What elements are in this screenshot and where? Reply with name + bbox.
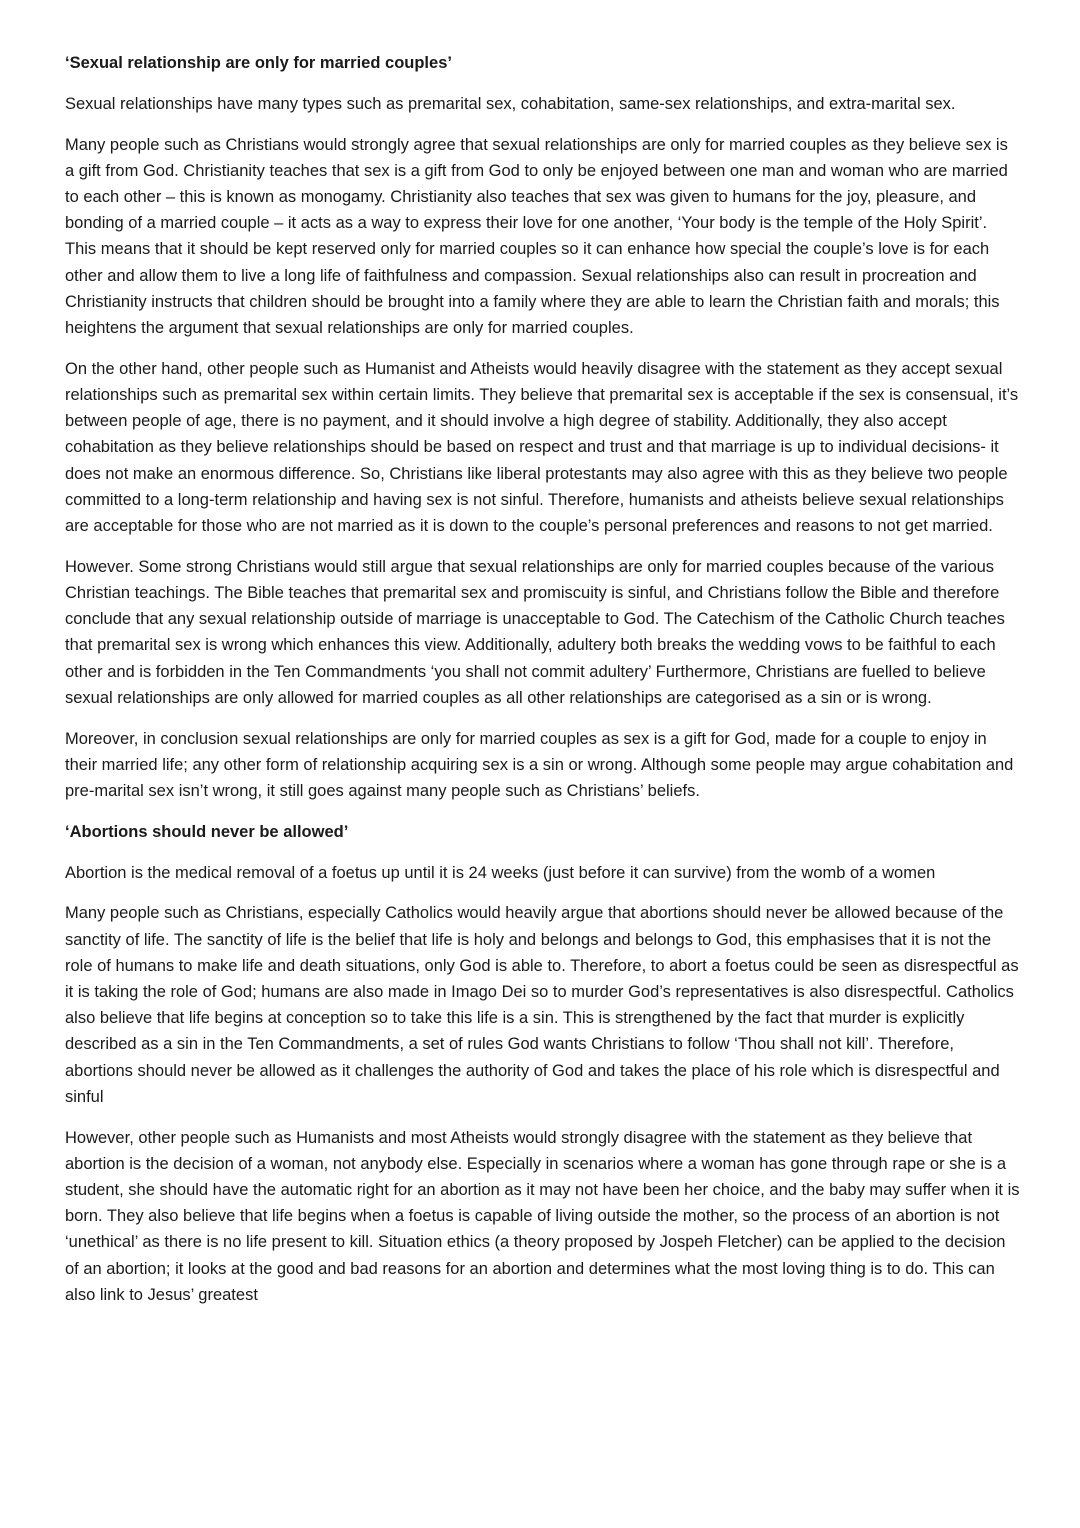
paragraph: Abortion is the medical removal of a foetus up until it is 24 weeks (just before it can survive) from the womb of a women xyxy=(65,863,936,882)
paragraph: Many people such as Christians would strongly agree that sexual relationships are only for married couples as they believe sex is a gift from God. Christianity teaches that sex is a gift from God to only be enjoyed between one man and woman who are married to each other – this is known as monogamy. Christianity also teaches that sex was given to humans for the joy, pleasure, and bonding of a married couple – it acts as a way to express their love for one another, ‘Your body is the temple of the Holy Spirit’. This means that it should be kept reserved only for married couples so it can enhance how special the couple’s love is for each other and allow them to live a long life of faithfulness and compassion. Sexual relationships also can result in procreation and Christianity instructs that children should be brought into a family where they are able to learn the Christian faith and morals; this heightens the argument that sexual relationships are only for married couples. xyxy=(65,135,1008,338)
paragraph: Moreover, in conclusion sexual relationships are only for married couples as sex is a gift for God, made for a couple to enjoy in their married life; any other form of relationship acquiring sex is a sin or wrong. Although some people may argue cohabitation and pre-marital sex isn’t wrong, it still goes against many people such as Christians’ beliefs. xyxy=(65,729,1014,801)
paragraph: However. Some strong Christians would still argue that sexual relationships are only for married couples because of the various Christian teachings. The Bible teaches that premarital sex and promiscuity is sinful, and Christians follow the Bible and therefore conclude that any sexual relationship outside of marriage is unacceptable to God. The Catechism of the Catholic Church teaches that premarital sex is wrong which enhances this view. Additionally, adultery both breaks the wedding vows to be faithful to each other and is forbidden in the Ten Commandments ‘you shall not commit adultery’ Furthermore, Christians are fuelled to believe sexual relationships are only allowed for married couples as all other relationships are categorised as a sin or is wrong. xyxy=(65,557,1005,707)
paragraph: Sexual relationships have many types such as premarital sex, cohabitation, same-sex relationships, and extra-marital sex. xyxy=(65,94,956,113)
section-heading-sexual-relationships: ‘Sexual relationship are only for married couples’ xyxy=(65,54,452,72)
paragraph: However, other people such as Humanists and most Atheists would strongly disagree with the statement as they believe that abortion is the decision of a woman, not anybody else. Especially in scenarios where a woman has gone through rape or she is a student, she should have the automatic right for an abortion as it may not have been her choice, and the baby may suffer when it is born. They also believe that life begins when a foetus is capable of living outside the mother, so the process of an abortion is not ‘unethical’ as there is no life present to kill. Situation ethics (a theory proposed by Jospeh Fletcher) can be applied to the decision of an abortion; it looks at the good and bad reasons for an abortion and determines what the most loving thing is to do. This can also link to Jesus’ greatest xyxy=(65,1128,1020,1304)
paragraph: Many people such as Christians, especially Catholics would heavily argue that abortions should never be allowed because of the sanctity of life. The sanctity of life is the belief that life is holy and belongs and belongs to God, this emphasises that it is not the role of humans to make life and death situations, only God is able to. Therefore, to abort a foetus could be seen as disrespectful as it is taking the role of God; humans are also made in Imago Dei so to murder God’s representatives is also disrespectful. Catholics also believe that life begins at conception so to take this life is a sin. This is strengthened by the fact that murder is explicitly described as a sin in the Ten Commandments, a set of rules God wants Christians to follow ‘Thou shall not kill’. Therefore, abortions should never be allowed as it challenges the authority of God and takes the place of his role which is disrespectful and sinful xyxy=(65,904,1019,1106)
paragraph: On the other hand, other people such as Humanist and Atheists would heavily disagree with the statement as they accept sexual relationships such as premarital sex within certain limits. They believe that premarital sex is acceptable if the sex is consensual, it’s between people of age, there is no payment, and it should involve a high degree of stability. Additionally, they also accept cohabitation as they believe relationships should be based on respect and trust and that marriage is up to individual decisions- it does not make an enormous difference. So, Christians like liberal protestants may also agree with this as they believe two people committed to a long-term relationship and having sex is not sinful. Therefore, humanists and atheists believe sexual relationships are acceptable for those who are not married as it is down to the couple’s personal preferences and reasons to not get married. xyxy=(65,359,1019,536)
section-heading-abortions: ‘Abortions should never be allowed’ xyxy=(65,822,349,841)
document-page xyxy=(65,50,1020,1323)
